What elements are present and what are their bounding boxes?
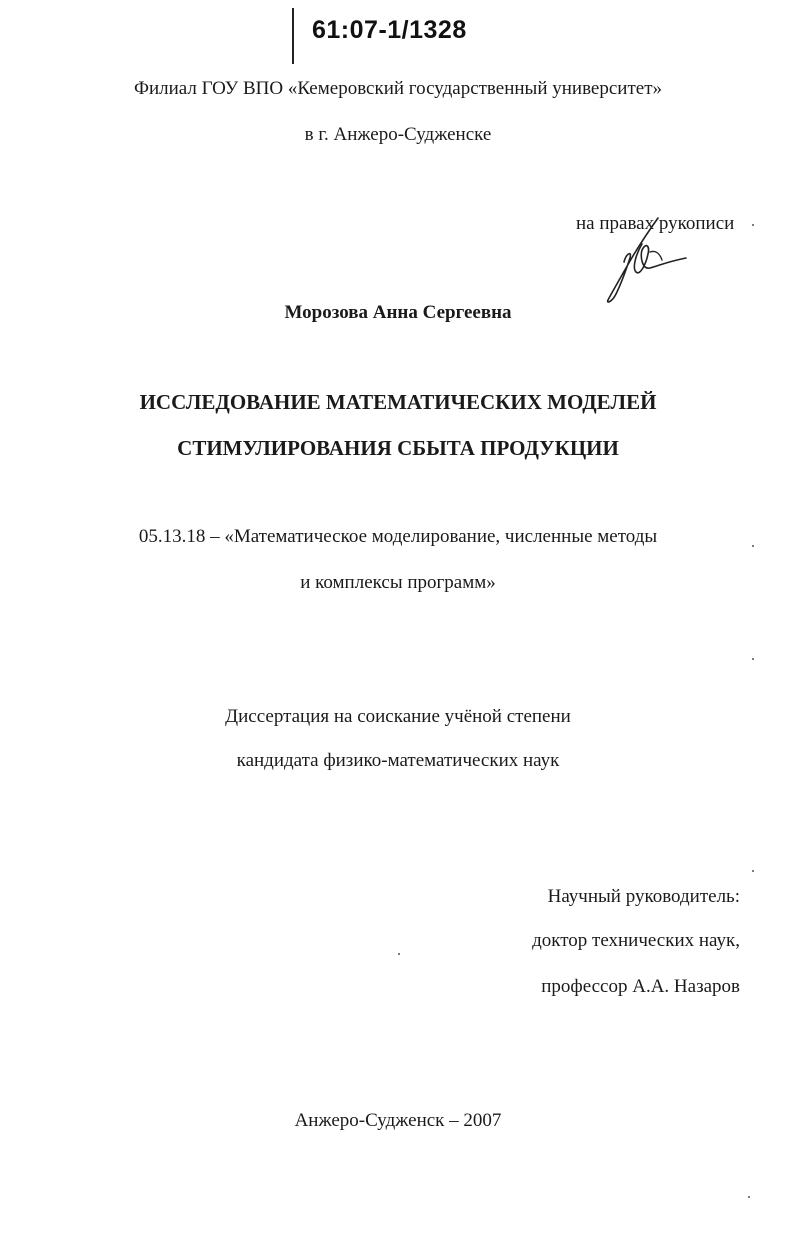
speck (752, 224, 754, 226)
degree-line-2: кандидата физико-математических наук (236, 750, 560, 771)
signature (596, 210, 706, 310)
speck (748, 1196, 750, 1198)
specialty-line-1: 05.13.18 – «Математическое моделирование, численные методы (138, 526, 658, 547)
title-line-1: ИССЛЕДОВАНИЕ МАТЕМАТИЧЕСКИХ МОДЕЛЕЙ (139, 390, 657, 414)
specialty-line-2: и комплексы программ» (300, 572, 496, 593)
institution-line-2: в г. Анжеро-Судженске (304, 124, 492, 145)
speck (398, 953, 400, 955)
speck (752, 870, 754, 872)
stamp-bar (292, 8, 294, 64)
archive-code: 61:07-1/1328 (312, 16, 467, 44)
speck (752, 658, 754, 660)
supervisor-name: профессор А.А. Назаров (541, 976, 740, 997)
title-line-2: СТИМУЛИРОВАНИЯ СБЫТА ПРОДУКЦИИ (177, 436, 619, 460)
supervisor-degree: доктор технических наук, (532, 930, 740, 951)
manuscript-note: на правах рукописи (576, 213, 735, 234)
author-name: Морозова Анна Сергеевна (284, 302, 512, 323)
footer-city-year: Анжеро-Судженск – 2007 (294, 1110, 502, 1131)
supervisor-label: Научный руководитель: (547, 886, 740, 907)
speck (752, 545, 754, 547)
degree-line-1: Диссертация на соискание учёной степени (225, 706, 571, 727)
institution-line-1: Филиал ГОУ ВПО «Кемеровский государственный университет» (133, 78, 663, 99)
